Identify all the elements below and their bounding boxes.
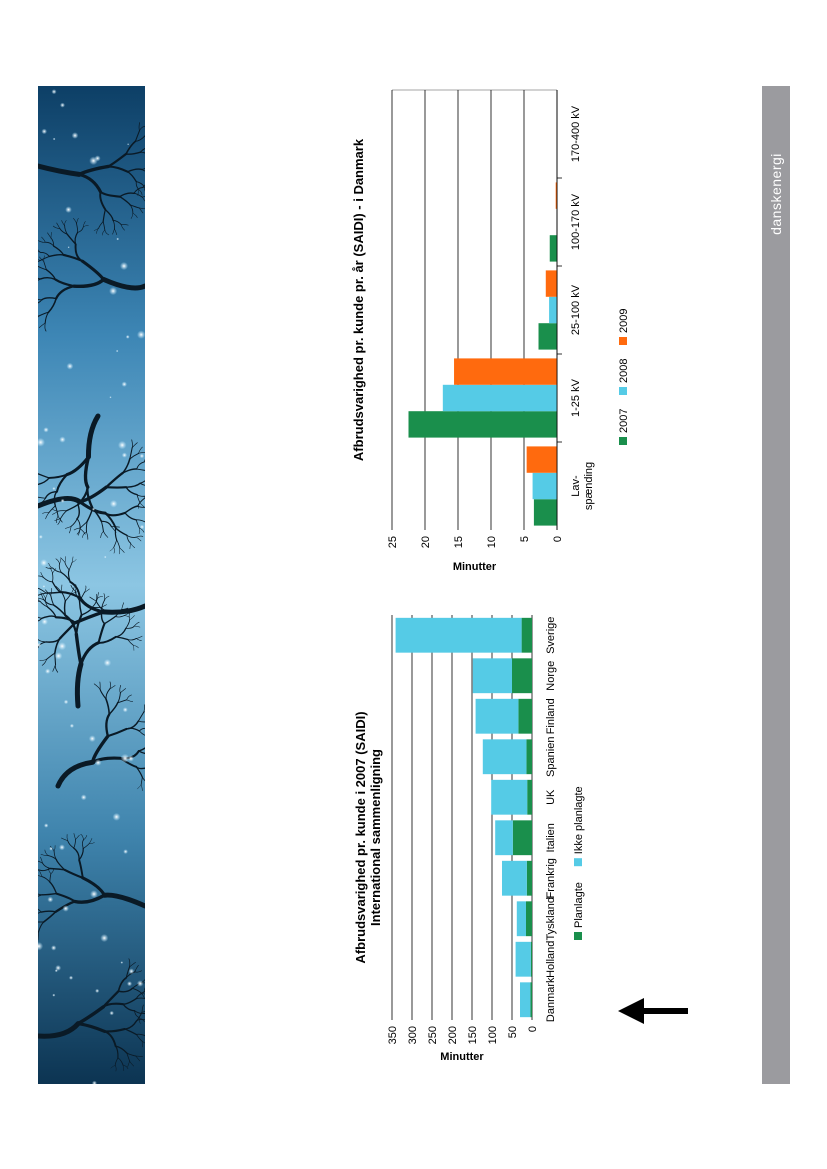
y-tick-label: 150 xyxy=(467,1026,479,1045)
bar-2008 xyxy=(549,297,557,323)
category-label: Danmark xyxy=(545,977,557,1023)
y-tick-label: 15 xyxy=(453,536,465,549)
bar-2008 xyxy=(443,385,557,411)
category-label: Italien xyxy=(545,823,557,853)
chart-title: Afbrudsvarighed pr. kunde pr. år (SAIDI) - i Danmark xyxy=(351,138,366,462)
legend-label: 2008 xyxy=(618,358,630,383)
brand-sidebar xyxy=(762,86,790,1084)
chart-title: Afbrudsvarighed pr. kunde i 2007 (SAIDI) xyxy=(353,711,368,964)
category-label: Spanien xyxy=(545,736,557,777)
brand-logo-text: danskenergi xyxy=(768,153,784,235)
category-label: Tyskland xyxy=(545,897,557,941)
y-tick-label: 100 xyxy=(487,1026,499,1045)
category-label: spænding xyxy=(583,461,595,511)
y-tick-label: 0 xyxy=(552,536,564,543)
category-label: 25-100 kV xyxy=(570,284,582,336)
category-label: Finland xyxy=(545,698,557,735)
y-axis-label: Minutter xyxy=(440,1051,484,1063)
category-label: UK xyxy=(545,789,557,805)
chart-subtitle: International sammenligning xyxy=(368,749,383,926)
category-label: Sverige xyxy=(545,616,557,654)
category-label: Lav- xyxy=(570,475,582,497)
category-label: Holland xyxy=(545,940,557,978)
legend-label: 2009 xyxy=(618,308,630,333)
y-tick-label: 350 xyxy=(387,1026,399,1045)
legend-swatch xyxy=(619,437,627,445)
y-axis-label: Minutter xyxy=(452,561,497,573)
legend-label: Planlagte xyxy=(573,882,585,928)
category-label: Frankrig xyxy=(545,858,557,899)
y-tick-label: 50 xyxy=(507,1026,519,1039)
bar-2009 xyxy=(546,270,557,296)
bar-2009 xyxy=(527,446,557,472)
y-tick-label: 10 xyxy=(486,536,498,549)
bar-2007 xyxy=(409,411,558,437)
legend-label: 2007 xyxy=(618,408,630,433)
y-tick-label: 200 xyxy=(447,1026,459,1045)
bar-2007 xyxy=(550,235,557,261)
y-tick-label: 20 xyxy=(420,536,432,549)
legend-swatch xyxy=(619,387,627,395)
bar-2007 xyxy=(534,499,557,525)
legend-swatch xyxy=(619,337,627,345)
category-label: 170-400 kV xyxy=(570,105,582,163)
y-tick-label: 300 xyxy=(407,1026,419,1045)
category-label: 1-25 kV xyxy=(570,379,582,417)
legend-label: Ikke planlagte xyxy=(573,786,585,855)
bar-2008 xyxy=(533,473,557,499)
y-tick-label: 5 xyxy=(519,536,531,543)
y-tick-label: 250 xyxy=(427,1026,439,1045)
chart-rotated-group xyxy=(351,90,630,573)
category-label: Norge xyxy=(545,660,557,691)
category-label: 100-170 kV xyxy=(570,193,582,251)
bar-2007 xyxy=(539,323,557,349)
y-tick-label: 0 xyxy=(527,1026,539,1033)
bar-2009 xyxy=(454,358,557,384)
y-tick-label: 25 xyxy=(387,536,399,549)
